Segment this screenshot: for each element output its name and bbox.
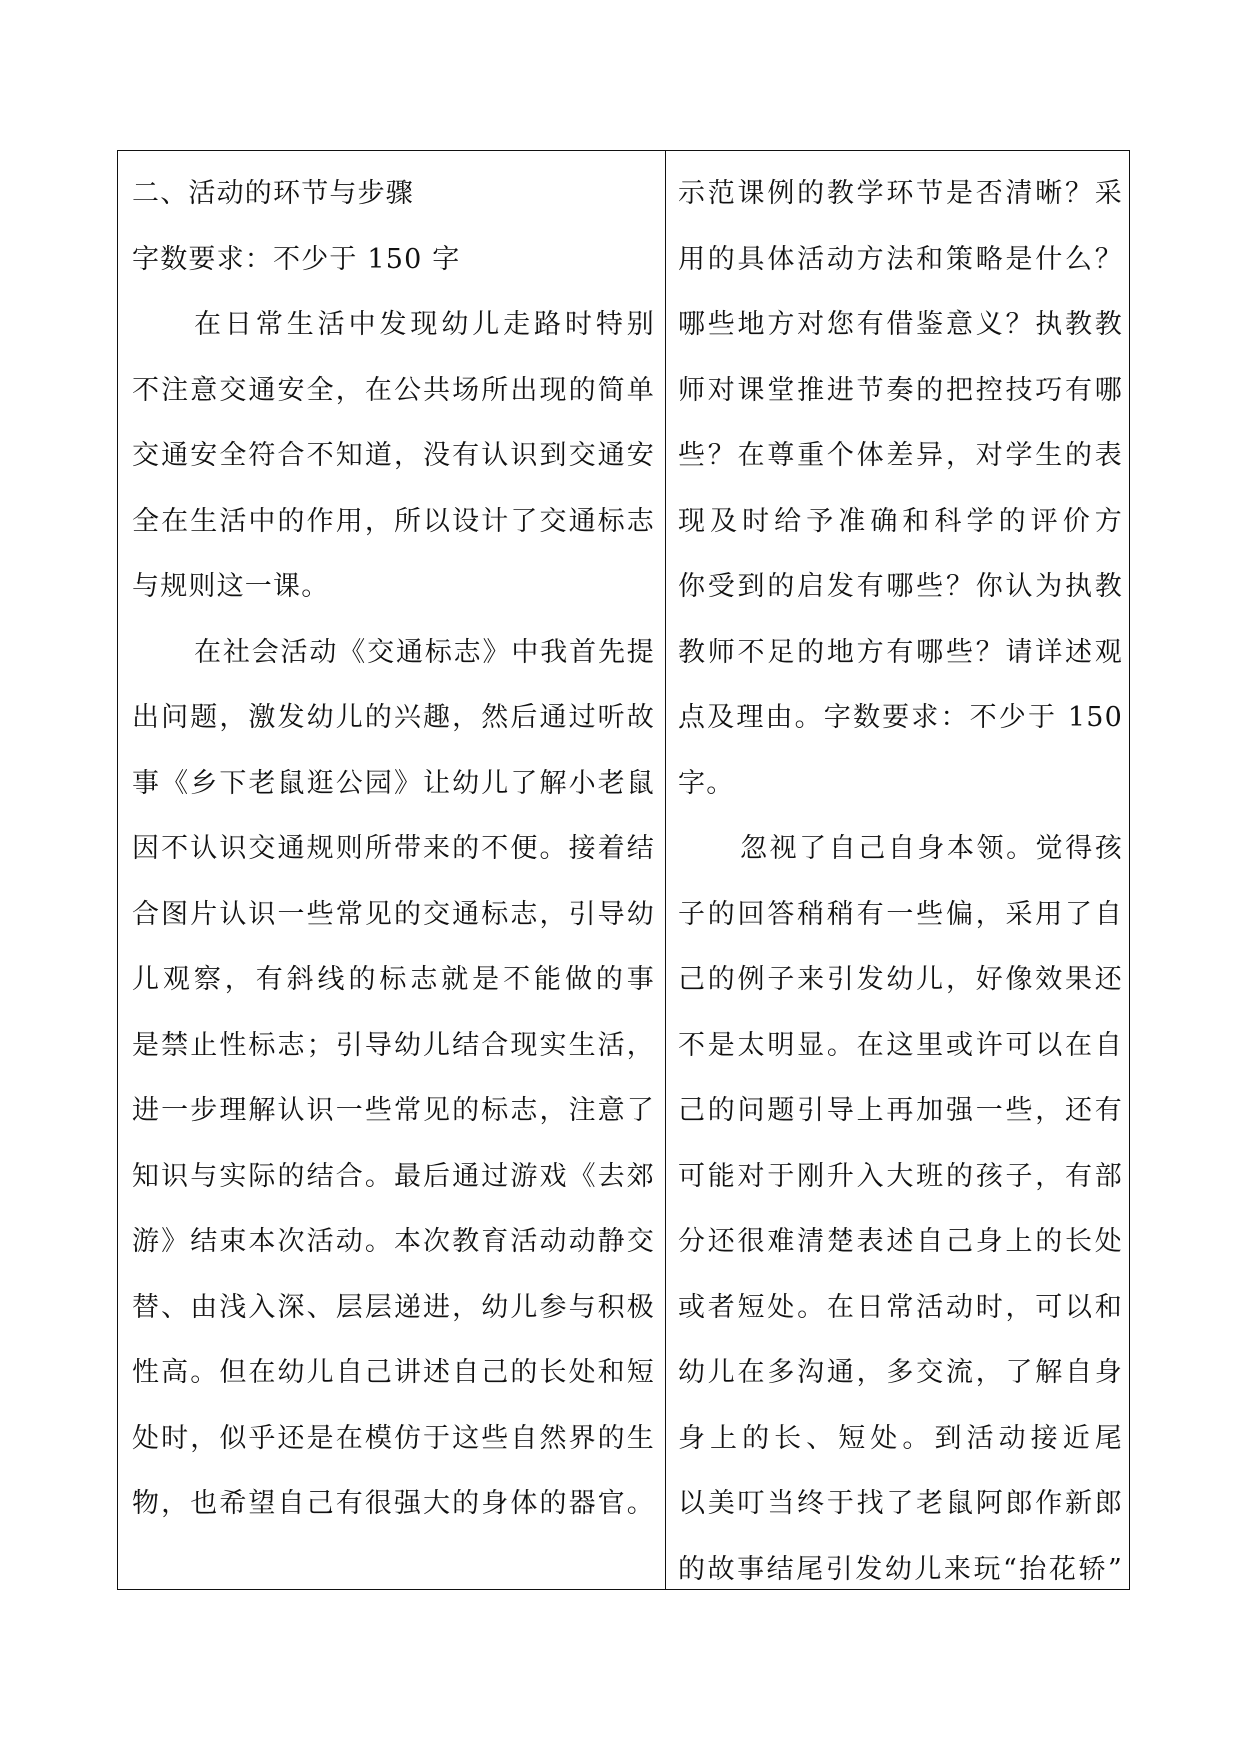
paragraph-line: 性高。但在幼儿自己讲述自己的长处和短 (132, 1357, 655, 1388)
answer-line: 子的回答稍稍有一些偏，采用了自 (678, 898, 1123, 930)
answer-line: 分还很难清楚表述自己身上的长处 (678, 1226, 1123, 1257)
paragraph-line: 进一步理解认识一些常见的标志，注意了 (132, 1095, 655, 1126)
paragraph-line: 游》结束本次活动。本次教育活动动静交 (132, 1226, 655, 1257)
answer-line: 以美叮当终于找了老鼠阿郎作新郎 (678, 1488, 1123, 1519)
answer-line: 身上的长、短处。到活动接近尾 (678, 1422, 1123, 1454)
paragraph-line: 合图片认识一些常见的交通标志，引导幼 (132, 898, 655, 930)
prompt-line: 些？在尊重个体差异，对学生的表 (678, 440, 1123, 471)
prompt-line: 师对课堂推进节奏的把控技巧有哪 (678, 374, 1123, 406)
paragraph-line: 是禁止性标志；引导幼儿结合现实生活， (132, 1029, 655, 1061)
prompt-line: 示范课例的教学环节是否清晰？采 (678, 178, 1123, 209)
paragraph-line: 知识与实际的结合。最后通过游戏《去郊 (132, 1160, 655, 1192)
left-cell (118, 151, 666, 1589)
prompt-line: 用的具体活动方法和策略是什么？ (678, 243, 1123, 275)
answer-line: 己的问题引导上再加强一些，还有 (678, 1095, 1123, 1126)
word-count-requirement: 字数要求：不少于 150 字 (132, 243, 461, 275)
paragraph-line: 事《乡下老鼠逛公园》让幼儿了解小老鼠 (132, 767, 655, 799)
answer-line: 幼儿在多沟通，多交流，了解自身 (678, 1357, 1123, 1388)
answer-line: 不是太明显。在这里或许可以在自 (678, 1029, 1123, 1061)
paragraph-line: 儿观察，有斜线的标志就是不能做的事 (132, 964, 655, 995)
paragraph-line: 与规则这一课。 (132, 571, 330, 602)
paragraph-line: 在社会活动《交通标志》中我首先提 (194, 636, 655, 668)
document-table (117, 150, 1130, 1590)
prompt-line: 字。 (678, 767, 735, 799)
paragraph-line: 处时，似乎还是在模仿于这些自然界的生 (132, 1422, 655, 1454)
paragraph-line: 出问题，激发幼儿的兴趣，然后通过听故 (132, 702, 655, 733)
paragraph-line: 全在生活中的作用，所以设计了交通标志 (132, 505, 655, 537)
paragraph-line: 物，也希望自己有很强大的身体的器官。 (132, 1488, 655, 1519)
prompt-line: 现及时给予准确和科学的评价方 (678, 505, 1123, 537)
right-cell (666, 151, 1129, 1589)
paragraph-line: 不注意交通安全，在公共场所出现的简单 (132, 374, 655, 406)
prompt-line: 点及理由。字数要求：不少于 150 (678, 702, 1123, 733)
paragraph-line: 替、由浅入深、层层递进，幼儿参与积极 (132, 1291, 655, 1323)
answer-line: 忽视了自己自身本领。觉得孩 (740, 833, 1123, 864)
answer-line: 或者短处。在日常活动时，可以和 (678, 1291, 1123, 1323)
answer-line: 的故事结尾引发幼儿来玩“抬花轿” (678, 1553, 1123, 1585)
answer-line: 可能对于刚升入大班的孩子，有部 (678, 1160, 1123, 1192)
paragraph-line: 在日常生活中发现幼儿走路时特别 (194, 309, 655, 340)
prompt-line: 你受到的启发有哪些？你认为执教 (678, 571, 1123, 602)
answer-line: 己的例子来引发幼儿，好像效果还 (678, 964, 1123, 995)
section-heading: 二、活动的环节与步骤 (132, 178, 414, 209)
paragraph-line: 交通安全符合不知道，没有认识到交通安 (132, 440, 655, 471)
paragraph-line: 因不认识交通规则所带来的不便。接着结 (132, 833, 655, 864)
prompt-line: 哪些地方对您有借鉴意义？执教教 (678, 309, 1123, 340)
prompt-line: 教师不足的地方有哪些？请详述观 (678, 636, 1123, 668)
